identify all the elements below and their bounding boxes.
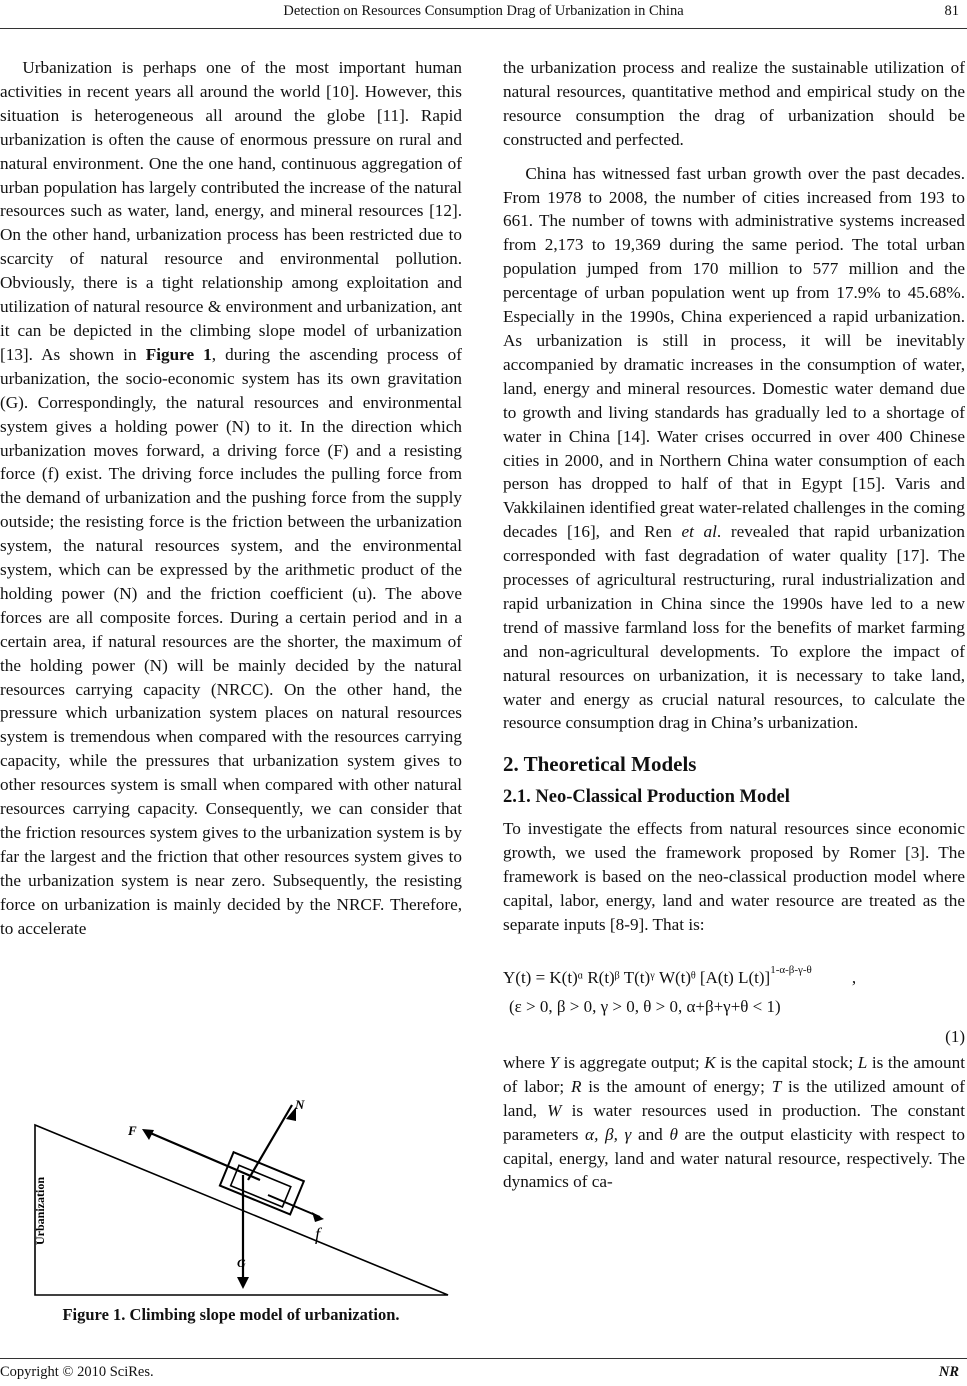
- force-label-f: f: [315, 1224, 321, 1244]
- paragraph-text: Urbanization is perhaps one of the most important human activities in recent years all around the world [10]. However, this situation is heterogeneous all around the globe [11]. Rapid urbanization is often the cause of enormous pressure on rural and natural environment. One the one hand, continuous aggregation of urban population has largely contributed the increase of the natural resources such as water, land, energy, and mineral resources [12]. On the other hand, urbanization process has been restricted due to scarcity of natural resource and environmental pollution. Obviously, there is a tight relationship among exploitation and utilization of natural resource & environment and urbanization, ant it can be depicted in the climbing slope model of urbanization [13]. As shown in: [0, 58, 462, 364]
- force-label-F: F: [128, 1123, 137, 1138]
- equation-line-2: (ε > 0, β > 0, γ > 0, θ > 0, α+β+γ+θ < 1): [509, 996, 781, 1016]
- equation-number: (1): [945, 1026, 965, 1046]
- copyright-notice: Copyright © 2010 SciRes.: [0, 1364, 154, 1380]
- equation-line-1: [503, 959, 856, 990]
- journal-abbreviation: NR: [938, 1364, 959, 1380]
- section-heading: 2. Theoretical Models: [503, 752, 697, 777]
- equation-1: [503, 941, 965, 1045]
- figure-reference: Figure 1: [145, 344, 212, 364]
- subsection-heading: 2.1. Neo-Classical Production Model: [503, 787, 790, 808]
- paragraph-variables: where Y is aggregate output; K is the capital stock; L is the amount of labor; R is the amount of energy; T is the utilized amount of land, W is water resources used in production. The constant parameters α, β, γ and θ are the output elasticity with respect to capital, energy, land and water natural resource, respectively. The dynamics of ca-: [503, 1052, 965, 1192]
- equation-exponent: 1-α-β-γ-θ: [770, 963, 812, 976]
- figure-climbing-slope: [30, 1097, 450, 1305]
- figure-caption: Figure 1. Climbing slope model of urbanization.: [62, 1305, 400, 1324]
- equation-comma: ,: [851, 967, 857, 987]
- force-label-G: G: [237, 1256, 246, 1270]
- left-column: [0, 56, 462, 941]
- force-label-N: N: [295, 1097, 305, 1112]
- paragraph-intro: [0, 56, 462, 941]
- running-title: Detection on Resources Consumption Drag of Urbanization in China: [283, 3, 684, 19]
- page-footer: [0, 1358, 967, 1385]
- figure-axis-label: Urbanization: [33, 1176, 47, 1245]
- et-al: et al: [681, 522, 717, 542]
- paragraph-text: . revealed that rapid urbanization corresponded with fast degradation of water quality [17]. The processes of agricultural restructuring, rural industrialization and rapid urbanization in China since the 1990s have led to a new trend of massive farmland loss for the benefits of market farming and non-agricultural developments. To explore the impact of natural resources on urbanization, it is necessary to take land, water and energy as crucial natural resources, to calculate the resource consumption drag in China’s urbanization.: [503, 522, 965, 733]
- paragraph-china-growth: [503, 162, 965, 736]
- paragraph-framework: To investigate the effects from natural resources since economic growth, we used the framework proposed by Romer [3]. The framework is based on the neo-classical production model where capital, labor, energy, land and water resource are treated as the separate inputs [8-9]. That is:: [503, 819, 965, 934]
- page-number: 81: [944, 3, 959, 19]
- right-column: [503, 56, 965, 1194]
- page-header: [0, 0, 967, 29]
- paragraph-text: , during the ascending process of urbanization, the socio-economic system has its own gravitation (G). Correspondingly, the natural resources and environmental system gives a holding power (N) to it. In the direction which urbanization moves forward, a driving force (F) and a resisting force (f) exist. The driving force includes the pulling force from the demand of urbanization and the pushing force from the supply outside; the resisting force is the friction between the urbanization system, the natural resources system, and the environmental system, which can be expressed by the arithmetic product of the holding power (N) and the friction coefficient (u). The above forces are all composite forces. During a certain period and in a certain area, if natural resources are the shorter, the maximum of the holding power (N) will be mainly decided by the natural resources carrying capacity (NRCC). On the other hand, the pressure which urbanization system places on natural resources system is tremendous when compared with the resources carrying capacity, while the pressures that urbanization system gives to other resources system is small when compared with other natural resources carrying capacity. Consequently, we can consider that the friction resources system gives to the urbanization system is by far the largest and the friction that other resources system gives to the urbanization system is near zero. Subsequently, the resisting force on urbanization is mainly decided by the NRCF. Therefore, to accelerate: [0, 344, 462, 938]
- paragraph-text: China has witnessed fast urban growth over the past decades. From 1978 to 2008, the number of cities increased from 193 to 661. The number of towns with administrative systems increased from 2,173 to 19,369 during the same period. The total urban population jumped from 170 million to 577 million and the percentage of urban population went up from 17.9% to 45.68%. Especially in the 1990s, China experienced a rapid urbanization. As urbanization is still in process, it will be inevitably accompanied by dramatic increases in the consumption of water, land, energy and mineral resources. Domestic water demand due to growth and living standards has gradually led to a shortage of water in China [14]. Water crises occurred in over 400 Chinese cities in 2000, and in Northern China water consumption of each person has dropped to half of that in Egypt [15]. Varis and Vakkilainen identified great water-related challenges in the coming decades [16], and Ren: [503, 163, 965, 542]
- paragraph-continuation: the urbanization process and realize the sustainable utilization of natural resources, quantitative method and empirical study on the resource consumption the drag of urbanization should be constructed and perfected.: [503, 58, 965, 149]
- equation-main: Y(t) = K(t)ᵅ R(t)ᵝ T(t)ᵞ W(t)ᶿ [A(t) L(t)]: [503, 967, 771, 987]
